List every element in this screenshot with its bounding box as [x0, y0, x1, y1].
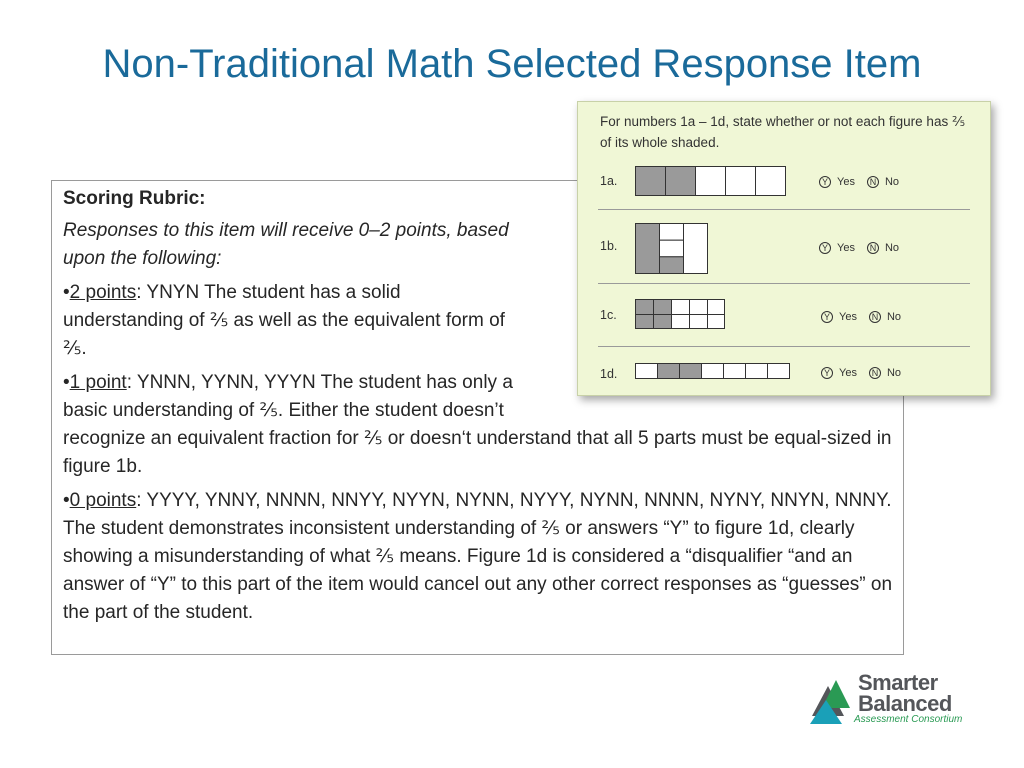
no-label: No — [884, 176, 900, 188]
logo-line-1: Smarter — [858, 670, 938, 695]
points-label: 1 point — [69, 372, 127, 393]
options-1b — [819, 242, 899, 254]
yes-label: Yes — [839, 367, 857, 379]
no-radio[interactable]: N — [867, 242, 879, 254]
options-1c — [821, 311, 901, 323]
rubric-heading: Scoring Rubric: — [63, 188, 206, 209]
rubric-intro: Responses to this item will receive 0–2 points, based upon the following: — [63, 220, 509, 269]
yes-radio[interactable]: Y — [821, 311, 833, 323]
row-label-1b: 1b. — [600, 239, 618, 253]
yes-radio[interactable]: Y — [821, 367, 833, 379]
logo-tagline: Assessment Consortium — [854, 714, 963, 725]
logo-line-2: Balanced — [858, 691, 952, 716]
yes-label: Yes — [839, 311, 857, 323]
sample-item-card — [577, 101, 991, 396]
slide-title: Non-Traditional Math Selected Response Item — [102, 42, 922, 86]
bullet-text: : YNYN The student has a solid understanding of ⅖ as well as the equivalent form of ⅖. — [63, 282, 505, 359]
bullet-text: : YNNN, YYNN, YYYN The student has only a basic understanding of ⅖. Either the student doesn’t recognize an equivalent fraction for ⅖ or doesn‘t understand that all 5 parts must be equal-sized in figure 1b. — [63, 372, 892, 477]
figure-1b — [635, 223, 711, 275]
bullet-text: : YYYY, YNNY, NNNN, NNYY, NYYN, NYNN, NYYY, NYNN, NNNN, NYNY, NNYN, NNNY. The student demonstrates inconsistent understanding of ⅖ or answers “Y” to figure 1d, clearly showing a misunderstanding of what ⅖ means. Figure 1d is considered a “disqualifier “and an answer of “Y” to this part of the item would cancel out any other correct responses as “guesses” on the part of the student. — [63, 490, 893, 623]
figure-1d — [635, 363, 792, 380]
no-radio[interactable]: N — [869, 311, 881, 323]
item-prompt: For numbers 1a – 1d, state whether or not each figure has ⅖ of its whole shaded. — [600, 114, 966, 150]
figure-1c — [635, 299, 726, 330]
options-1a — [819, 176, 899, 188]
rubric-bullet-0-points — [63, 487, 895, 627]
options-1d — [821, 367, 901, 379]
no-radio[interactable]: N — [869, 367, 881, 379]
yes-radio[interactable]: Y — [819, 242, 831, 254]
figure-1a — [635, 166, 788, 196]
no-label: No — [884, 242, 900, 254]
bullet-marker: • — [63, 372, 70, 393]
row-divider — [598, 346, 970, 347]
row-divider — [598, 209, 970, 210]
bullet-marker: • — [63, 490, 70, 511]
no-label: No — [886, 367, 902, 379]
row-divider — [598, 283, 970, 284]
yes-label: Yes — [837, 176, 855, 188]
points-label: 2 points — [69, 282, 137, 303]
row-label-1d: 1d. — [600, 367, 618, 381]
no-radio[interactable]: N — [867, 176, 879, 188]
logo-wordmark — [858, 672, 952, 714]
row-label-1c: 1c. — [600, 308, 617, 322]
yes-radio[interactable]: Y — [819, 176, 831, 188]
no-label: No — [886, 311, 902, 323]
bullet-marker: • — [63, 282, 70, 303]
yes-label: Yes — [837, 242, 855, 254]
points-label: 0 points — [69, 490, 137, 511]
row-label-1a: 1a. — [600, 174, 618, 188]
